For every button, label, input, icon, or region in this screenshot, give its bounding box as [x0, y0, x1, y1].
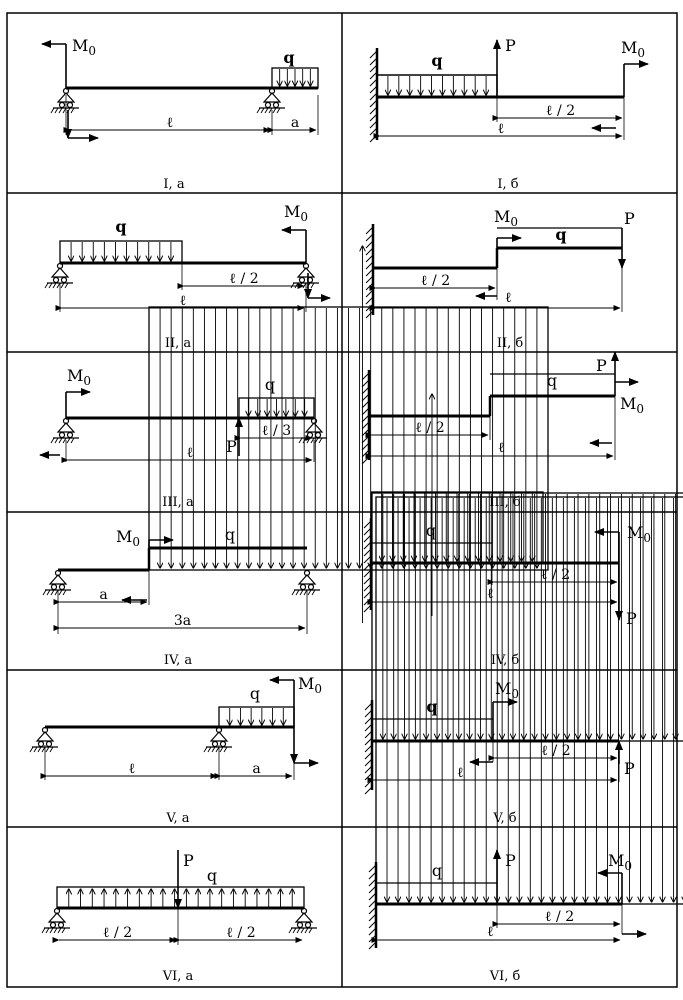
svg-text:a: a — [252, 761, 261, 777]
moment-label: $M_0$ — [608, 851, 633, 873]
P-label: P — [626, 609, 637, 628]
fixed-wall — [369, 862, 376, 949]
dimension-line — [274, 115, 316, 131]
pin-support — [42, 909, 70, 934]
moment-M0 — [282, 230, 306, 263]
q-label: q — [264, 375, 276, 394]
svg-text:ℓ / 2: ℓ / 2 — [229, 271, 259, 287]
caption-III-a: III, а — [162, 495, 194, 510]
pin-support — [257, 89, 285, 114]
l-label: ℓ — [457, 765, 464, 781]
q-label: q — [115, 217, 127, 236]
pin-support — [51, 89, 79, 114]
svg-text:ℓ: ℓ — [179, 293, 187, 309]
dimension-line — [60, 613, 305, 629]
moment-label: $M_0$ — [495, 679, 520, 701]
table-grid — [7, 13, 677, 987]
beam-schemes — [30, 36, 683, 949]
svg-text:3a: 3a — [173, 613, 192, 629]
svg-text:ℓ / 2: ℓ / 2 — [544, 909, 575, 925]
dimension-line — [499, 909, 620, 925]
q-label: q — [546, 371, 558, 390]
caption-II-b: II, б — [496, 336, 524, 351]
moment-label: $M_0$ — [116, 527, 141, 549]
dimension-line — [241, 423, 312, 439]
P-label: P — [183, 851, 194, 870]
P-label: P — [624, 759, 635, 778]
fixed-wall — [370, 48, 377, 142]
svg-text:ℓ: ℓ — [497, 121, 505, 137]
moment-M0 — [149, 540, 173, 570]
q-label: q — [431, 51, 443, 70]
q-label: q — [431, 861, 443, 880]
q-label: q — [283, 48, 295, 67]
pin-support — [289, 909, 317, 934]
l-label: ℓ — [487, 924, 494, 940]
pin-support — [45, 264, 73, 289]
moment-label: $M_0$ — [72, 36, 97, 58]
P-label: P — [596, 356, 607, 375]
P-label: P — [624, 209, 635, 228]
moment-M0 — [66, 392, 90, 418]
fixed-wall — [366, 224, 373, 318]
dimension-line — [380, 121, 622, 137]
svg-text:a: a — [99, 587, 108, 603]
pin-support — [204, 728, 232, 753]
distributed-load-q — [376, 497, 683, 904]
l-label: ℓ — [487, 586, 494, 602]
caption-II-a: II, а — [164, 336, 192, 351]
dimension-line — [499, 103, 622, 119]
svg-text:ℓ: ℓ — [186, 445, 194, 461]
svg-text:ℓ / 2: ℓ / 2 — [545, 103, 576, 119]
q-label: q — [224, 525, 236, 544]
svg-text:ℓ / 2: ℓ / 2 — [415, 420, 445, 436]
svg-text:ℓ / 2: ℓ / 2 — [102, 925, 133, 941]
pin-support — [291, 264, 319, 289]
distributed-load-q — [60, 241, 182, 263]
P-label: P — [226, 437, 237, 456]
dimension-line — [495, 743, 617, 759]
svg-text:ℓ / 2: ℓ / 2 — [226, 925, 256, 941]
distributed-load-q — [149, 307, 548, 570]
fixed-wall — [362, 370, 369, 464]
fixed-wall — [364, 518, 371, 612]
caption-V-b: V, б — [493, 811, 517, 826]
svg-text:ℓ: ℓ — [166, 115, 174, 131]
pin-support — [51, 419, 79, 444]
moment-M0 — [270, 680, 294, 727]
distributed-load-q — [272, 68, 318, 88]
svg-text:ℓ / 3: ℓ / 3 — [261, 423, 292, 439]
moment-label: $M_0$ — [620, 394, 645, 416]
caption-V-a: V, а — [166, 811, 190, 826]
P-label: P — [505, 851, 516, 870]
pin-support — [299, 419, 327, 444]
pin-support — [292, 571, 320, 596]
pin-support — [43, 571, 71, 596]
moment-label: $M_0$ — [67, 366, 92, 388]
moment-label: $M_0$ — [284, 202, 309, 224]
q-label: q — [206, 866, 218, 885]
pin-support — [30, 728, 58, 753]
dimension-line — [70, 115, 270, 131]
q-label: q — [426, 697, 438, 716]
moment-label: $M_0$ — [494, 207, 519, 229]
caption-III-b: III, б — [489, 495, 521, 510]
svg-text:ℓ / 2: ℓ / 2 — [420, 273, 451, 289]
dimension-line — [221, 761, 292, 777]
svg-text:ℓ / 2: ℓ / 2 — [540, 567, 571, 583]
dimension-line — [184, 271, 304, 287]
moment-M0 — [595, 532, 619, 563]
distributed-load-q — [239, 398, 314, 418]
caption-IV-a: IV, а — [163, 653, 193, 668]
moment-label: $M_0$ — [621, 38, 646, 60]
caption-I-a: I, а — [163, 177, 185, 192]
caption-I-b: I, б — [497, 177, 519, 192]
l-label: ℓ — [498, 440, 505, 456]
dimension-line — [180, 925, 302, 941]
moment-label: $M_0$ — [627, 523, 652, 545]
moment-label: $M_0$ — [298, 674, 323, 696]
l-label: ℓ — [505, 290, 512, 306]
caption-VI-a: VI, а — [162, 969, 194, 984]
fixed-wall — [365, 700, 372, 794]
moment-M0 — [624, 64, 648, 97]
dimension-line — [47, 761, 217, 777]
distributed-load-q — [219, 707, 294, 727]
moment-M0 — [42, 44, 66, 88]
svg-text:ℓ: ℓ — [128, 761, 136, 777]
caption-VI-b: VI, б — [489, 969, 521, 984]
q-label: q — [249, 684, 261, 703]
q-label: q — [555, 225, 567, 244]
q-label: q — [425, 521, 437, 540]
dimension-line — [68, 445, 312, 461]
caption-IV-b: IV, б — [490, 653, 520, 668]
P-label: P — [505, 36, 516, 55]
distributed-load-q — [377, 75, 497, 97]
dimension-line — [376, 273, 495, 289]
dimension-line — [59, 925, 176, 941]
svg-text:a: a — [290, 115, 300, 131]
svg-text:ℓ / 2: ℓ / 2 — [541, 743, 571, 759]
distributed-load-q — [57, 887, 304, 908]
